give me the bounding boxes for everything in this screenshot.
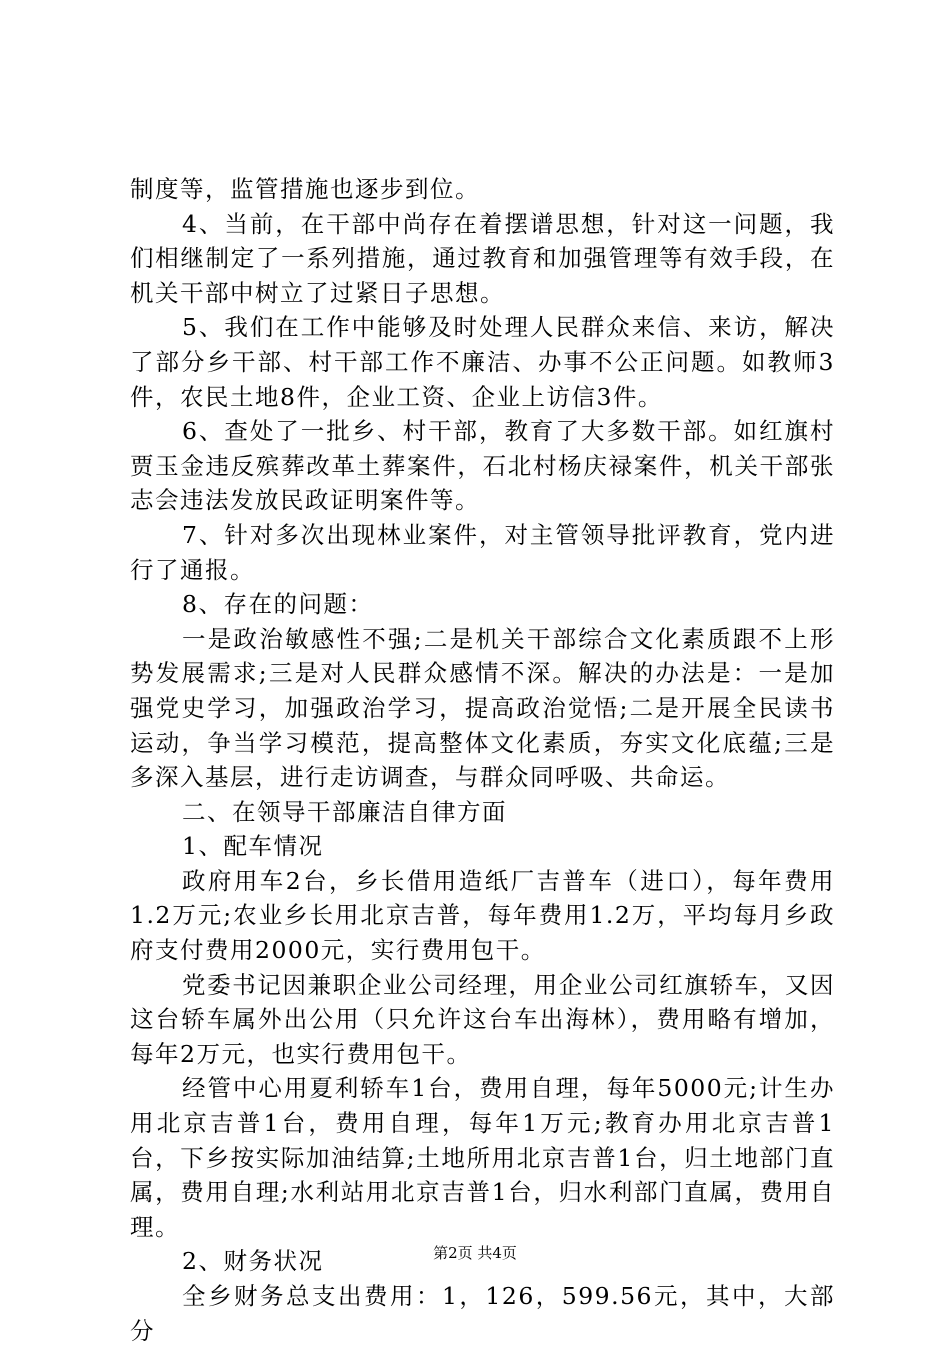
paragraph-continuation: 制度等，监管措施也逐步到位。 [130,175,480,203]
subheading-finance: 2、财务状况 [182,1247,324,1276]
paragraph-item-8: 8、存在的问题： [182,590,374,619]
paragraph-party-secretary-vehicle: 党委书记因兼职企业公司经理，用企业公司红旗轿车，又因这台轿车属外出公用（只允许这台车出海林），费用略有增加，每年2万元，也实行费用包干。 [130,970,835,1068]
paragraph-problems: 一是政治敏感性不强;二是机关干部综合文化素质跟不上形势发展需求;三是对人民群众感情不深。解决的办法是：一是加强党史学习，加强政治学习，提高政治觉悟;二是开展全民读书运动，争当学习模范，提高整体文化素质，夯实文化底蕴;三是多深入基层，进行走访调查，与群众同呼吸、共命运。 [130,624,835,792]
document-body [130,172,835,1348]
paragraph-item-5: 5、我们在工作中能够及时处理人民群众来信、来访，解决了部分乡干部、村干部工作不廉洁、办事不公正问题。如教师3件，农民土地8件，企业工资、企业上访信3件。 [130,313,835,411]
section-heading-2: 二、在领导干部廉洁自律方面 [182,797,507,826]
paragraph-item-4: 4、当前，在干部中尚存在着摆谱思想，针对这一问题，我们相继制定了一系列措施，通过教育和加强管理等有效手段，在机关干部中树立了过紧日子思想。 [130,209,835,307]
page-number-label: 第2页 共4页 [433,1244,517,1262]
paragraph-item-7: 7、针对多次出现林业案件，对主管领导批评教育，党内进行了通报。 [130,520,835,584]
paragraph-item-6: 6、查处了一批乡、村干部，教育了大多数干部。如红旗村贾玉金违反殡葬改革土葬案件，石北村杨庆禄案件，机关干部张志会违法发放民政证明案件等。 [130,417,835,515]
subheading-vehicles: 1、配车情况 [182,832,324,861]
page-footer [0,1243,950,1263]
paragraph-government-vehicles: 政府用车2台，乡长借用造纸厂吉普车（进口），每年费用1.2万元;农业乡长用北京吉普，每年费用1.2万，平均每月乡政府支付费用2000元，实行费用包干。 [130,866,835,965]
paragraph-department-vehicles: 经管中心用夏利轿车1台，费用自理，每年5000元;计生办用北京吉普1台，费用自理，每年1万元;教育办用北京吉普1台，下乡按实际加油结算;土地所用北京吉普1台，归土地部门直属，费用自理;水利站用北京吉普1台，归水利部门直属，费用自理。 [130,1074,835,1241]
paragraph-finance: 全乡财务总支出费用：1，126，599.56元，其中，大部分 [130,1282,835,1345]
